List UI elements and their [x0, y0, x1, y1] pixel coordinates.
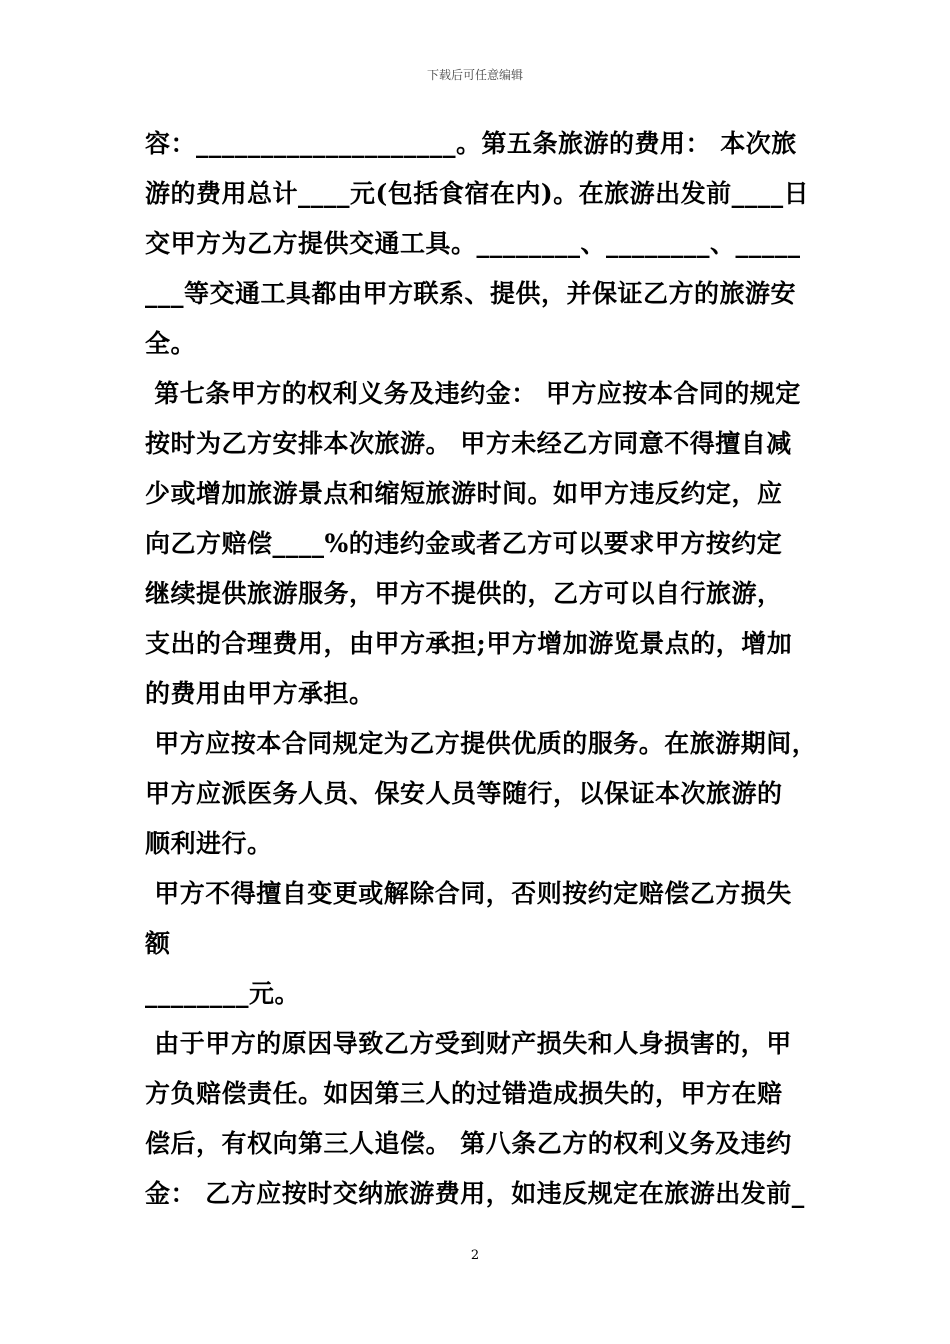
text-line: 偿后，有权向第三人追偿。 第八条乙方的权利义务及违约: [145, 1129, 792, 1158]
page-header: 下载后可任意编辑: [426, 68, 523, 82]
text-line: 交甲方为乙方提供交通工具。________、________、_____: [145, 229, 801, 258]
text-line: ___等交通工具都由甲方联系、提供，并保证乙方的旅游安: [145, 279, 797, 308]
text-line: 向乙方赔偿____%的违约金或者乙方可以要求甲方按约定: [145, 529, 783, 558]
text-line: 第七条甲方的权利义务及违约金： 甲方应按本合同的规定: [145, 379, 801, 408]
text-line: 顺利进行。: [145, 829, 273, 858]
text-line: 方负赔偿责任。如因第三人的过错造成损失的，甲方在赔: [145, 1079, 783, 1108]
text-line: 按时为乙方安排本次旅游。 甲方未经乙方同意不得擅自减: [145, 429, 792, 458]
text-line: 甲方应按本合同规定为乙方提供优质的服务。在旅游期间，: [145, 729, 818, 758]
text-line: 容：____________________。第五条旅游的费用： 本次旅: [145, 129, 797, 158]
page-number: 2: [470, 1248, 480, 1263]
text-line: 继续提供旅游服务，甲方不提供的，乙方可以自行旅游，: [145, 579, 783, 608]
text-line: 由于甲方的原因导致乙方受到财产损失和人身损害的，甲: [145, 1029, 792, 1058]
text-line: 支出的合理费用，由甲方承担;甲方增加游览景点的，增加: [145, 629, 793, 658]
text-line: 游的费用总计____元(包括食宿在内)。在旅游出发前____日: [145, 179, 810, 208]
text-line: ________元。: [145, 979, 301, 1008]
text-line: 甲方应派医务人员、保安人员等随行，以保证本次旅游的: [145, 779, 783, 808]
text-line: 金： 乙方应按时交纳旅游费用，如违反规定在旅游出发前_: [145, 1179, 805, 1208]
text-line: 甲方不得擅自变更或解除合同，否则按约定赔偿乙方损失: [145, 879, 792, 908]
text-line: 少或增加旅游景点和缩短旅游时间。如甲方违反约定，应: [145, 479, 783, 508]
text-line: 全。: [145, 329, 197, 358]
text-line: 的费用由甲方承担。: [145, 679, 375, 708]
text-line: 额: [145, 929, 171, 958]
